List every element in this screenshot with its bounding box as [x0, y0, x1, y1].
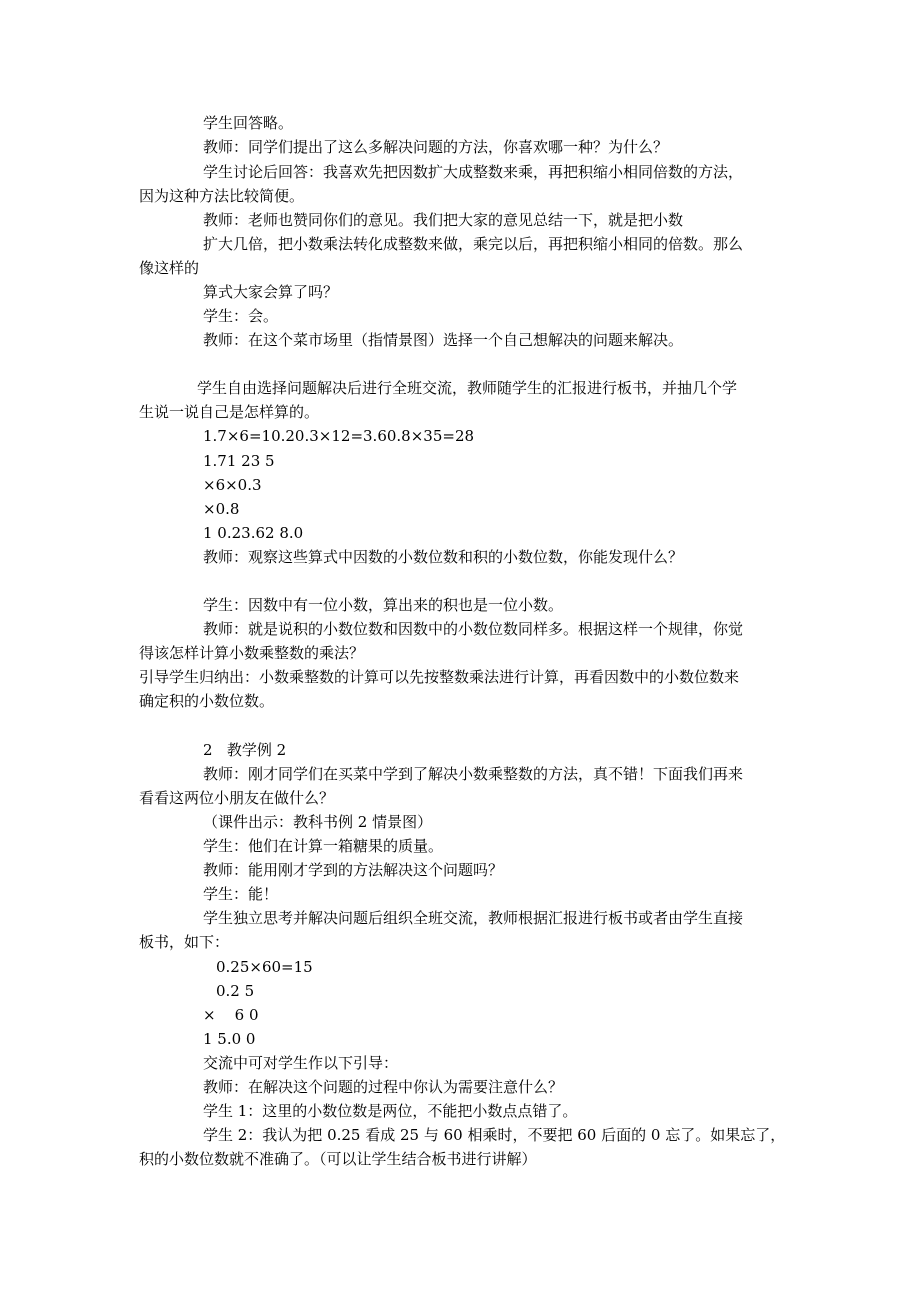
text-line: 教师：刚才同学们在买菜中学到了解决小数乘整数的方法，真不错！下面我们再来: [203, 765, 744, 783]
section-heading: 2 教学例 2: [203, 741, 287, 759]
equation-line: 1.71 23 5: [203, 452, 275, 470]
text-line: 得该怎样计算小数乘整数的乘法？: [139, 644, 365, 662]
text-line: 积的小数位数就不准确了。（可以让学生结合板书进行讲解）: [139, 1150, 537, 1168]
equation-line: ×6×0.3: [203, 476, 262, 494]
equation-line: × 6 0: [203, 1006, 259, 1024]
text-line: 像这样的: [139, 259, 200, 277]
text-line: 学生自由选择问题解决后进行全班交流，教师随学生的汇报进行板书，并抽几个学: [197, 379, 738, 397]
equation-line: ×0.8: [203, 500, 240, 518]
text-line: 生说一说自己是怎样算的。: [139, 403, 320, 421]
text-line: 教师：就是说积的小数位数和因数中的小数位数同样多。根据这样一个规律，你觉: [203, 620, 744, 638]
text-line: 扩大几倍，把小数乘法转化成整数来做，乘完以后，再把积缩小相同的倍数。那么: [203, 235, 744, 253]
text-line: 学生 1：这里的小数位数是两位，不能把小数点点错了。: [203, 1102, 578, 1120]
text-line: 引导学生归纳出：小数乘整数的计算可以先按整数乘法进行计算，再看因数中的小数位数来: [139, 668, 740, 686]
text-line: 学生 2：我认为把 0.25 看成 25 与 60 相乘时，不要把 60 后面的 0 忘了。如果忘了，: [203, 1126, 786, 1144]
equation-line: 1 5.0 0: [203, 1030, 256, 1048]
equation-line: 0.25×60=15: [216, 958, 313, 976]
text-line: 教师：同学们提出了这么多解决问题的方法，你喜欢哪一种？为什么？: [203, 138, 669, 156]
text-line: 教师：能用刚才学到的方法解决这个问题吗？: [203, 861, 504, 879]
text-line: 交流中可对学生作以下引导：: [203, 1054, 399, 1072]
text-line: 看看这两位小朋友在做什么？: [139, 789, 335, 807]
text-line: 教师：在这个菜市场里（指情景图）选择一个自己想解决的问题来解决。: [203, 331, 684, 349]
equation-line: 1.7×6=10.20.3×12=3.60.8×35=28: [203, 427, 475, 445]
text-line: （课件出示：教科书例 2 情景图）: [203, 813, 433, 831]
text-line: 算式大家会算了吗？: [203, 283, 339, 301]
text-line: 学生讨论后回答：我喜欢先把因数扩大成整数来乘，再把积缩小相同倍数的方法，: [203, 163, 744, 181]
text-line: 学生：他们在计算一箱糖果的质量。: [203, 837, 444, 855]
text-line: 教师：观察这些算式中因数的小数位数和积的小数位数，你能发现什么？: [203, 548, 684, 566]
text-line: 确定积的小数位数。: [139, 692, 275, 710]
text-line: 学生回答略。: [203, 114, 294, 132]
text-line: 因为这种方法比较简便。: [139, 187, 305, 205]
text-line: 教师：在解决这个问题的过程中你认为需要注意什么？: [203, 1078, 564, 1096]
text-line: 学生独立思考并解决问题后组织全班交流，教师根据汇报进行板书或者由学生直接: [203, 909, 744, 927]
equation-line: 1 0.23.62 8.0: [203, 524, 304, 542]
text-line: 学生：会。: [203, 307, 279, 325]
text-line: 学生：因数中有一位小数，算出来的积也是一位小数。: [203, 596, 564, 614]
equation-line: 0.2 5: [216, 982, 255, 1000]
text-line: 教师：老师也赞同你们的意见。我们把大家的意见总结一下，就是把小数: [203, 211, 684, 229]
text-line: 板书，如下：: [139, 933, 230, 951]
text-line: 学生：能！: [203, 885, 279, 903]
